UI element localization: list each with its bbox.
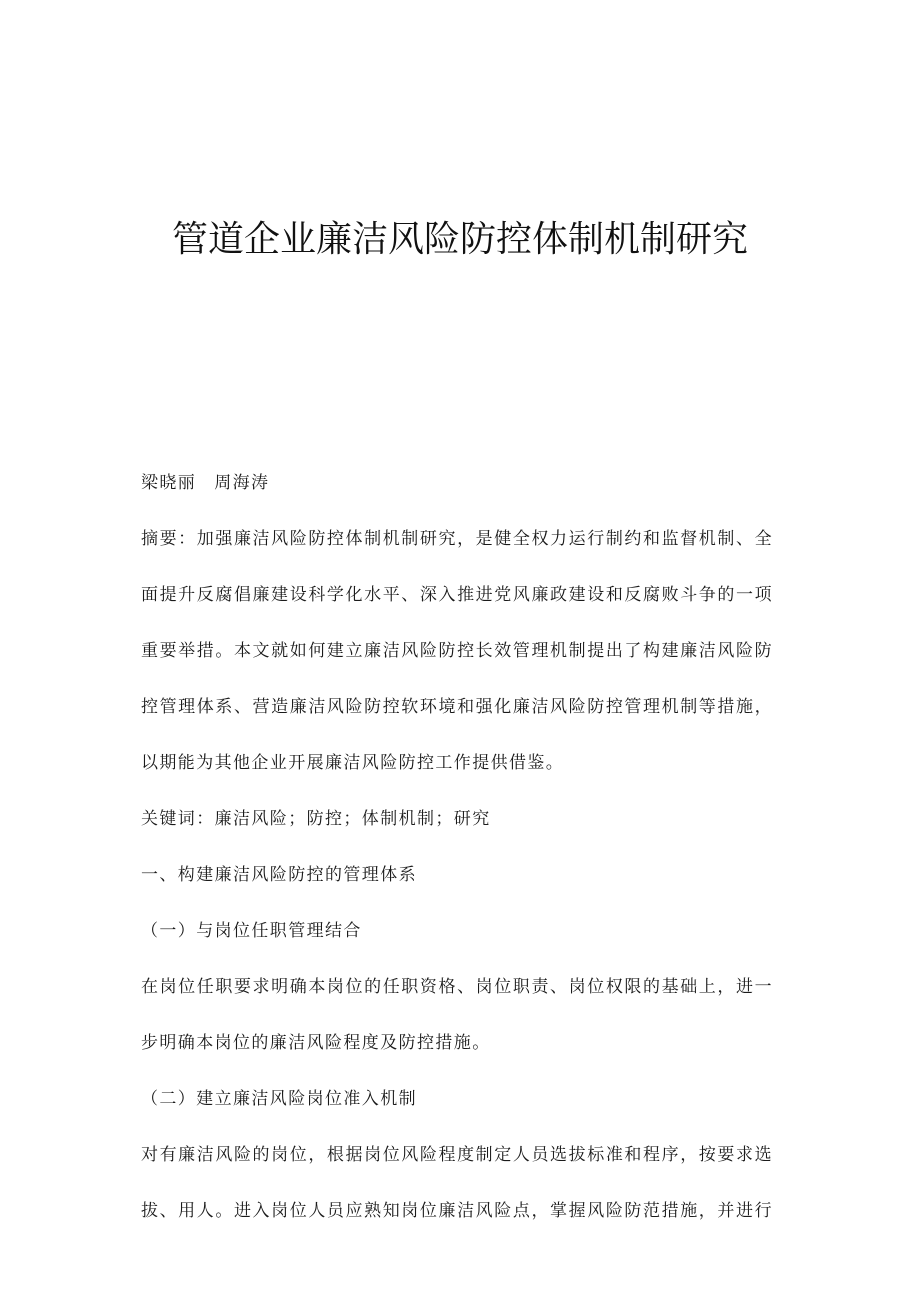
subsection-heading: （二）建立廉洁风险岗位准入机制 — [141, 1089, 417, 1109]
abstract-line: 重要举措。本文就如何建立廉洁风险防控长效管理机制提出了构建廉洁风险防 — [141, 641, 773, 661]
abstract — [141, 524, 773, 779]
paragraph-line: 对有廉洁风险的岗位，根据岗位风险程度制定人员选拔标准和程序，按要求选 — [141, 1145, 773, 1165]
paragraph-line: 在岗位任职要求明确本岗位的任职资格、岗位职责、岗位权限的基础上，进一 — [141, 977, 773, 997]
authors — [141, 468, 773, 499]
author-name: 梁晓丽 — [141, 473, 197, 493]
author-name: 周海涛 — [214, 473, 270, 493]
keywords: 关键词：廉洁风险；防控；体制机制；研究 — [141, 809, 491, 829]
paragraph-line: 步明确本岗位的廉洁风险程度及防控措施。 — [141, 1033, 491, 1053]
abstract-line: 摘要：加强廉洁风险防控体制机制研究，是健全权力运行制约和监督机制、全 — [141, 529, 773, 549]
paragraph-line: 拔、用人。进入岗位人员应熟知岗位廉洁风险点，掌握风险防范措施，并进行 — [141, 1201, 773, 1221]
document-title: 管道企业廉洁风险防控体制机制研究 — [171, 219, 748, 260]
abstract-line: 面提升反腐倡廉建设科学化水平、深入推进党风廉政建设和反腐败斗争的一项 — [141, 585, 773, 605]
section-heading: 一、构建廉洁风险防控的管理体系 — [141, 865, 417, 885]
abstract-line: 控管理体系、营造廉洁风险防控软环境和强化廉洁风险防控管理机制等措施， — [141, 697, 773, 717]
subsection-heading: （一）与岗位任职管理结合 — [141, 921, 362, 941]
abstract-line: 以期能为其他企业开展廉洁风险防控工作提供借鉴。 — [141, 753, 565, 773]
document-body — [141, 468, 773, 1227]
